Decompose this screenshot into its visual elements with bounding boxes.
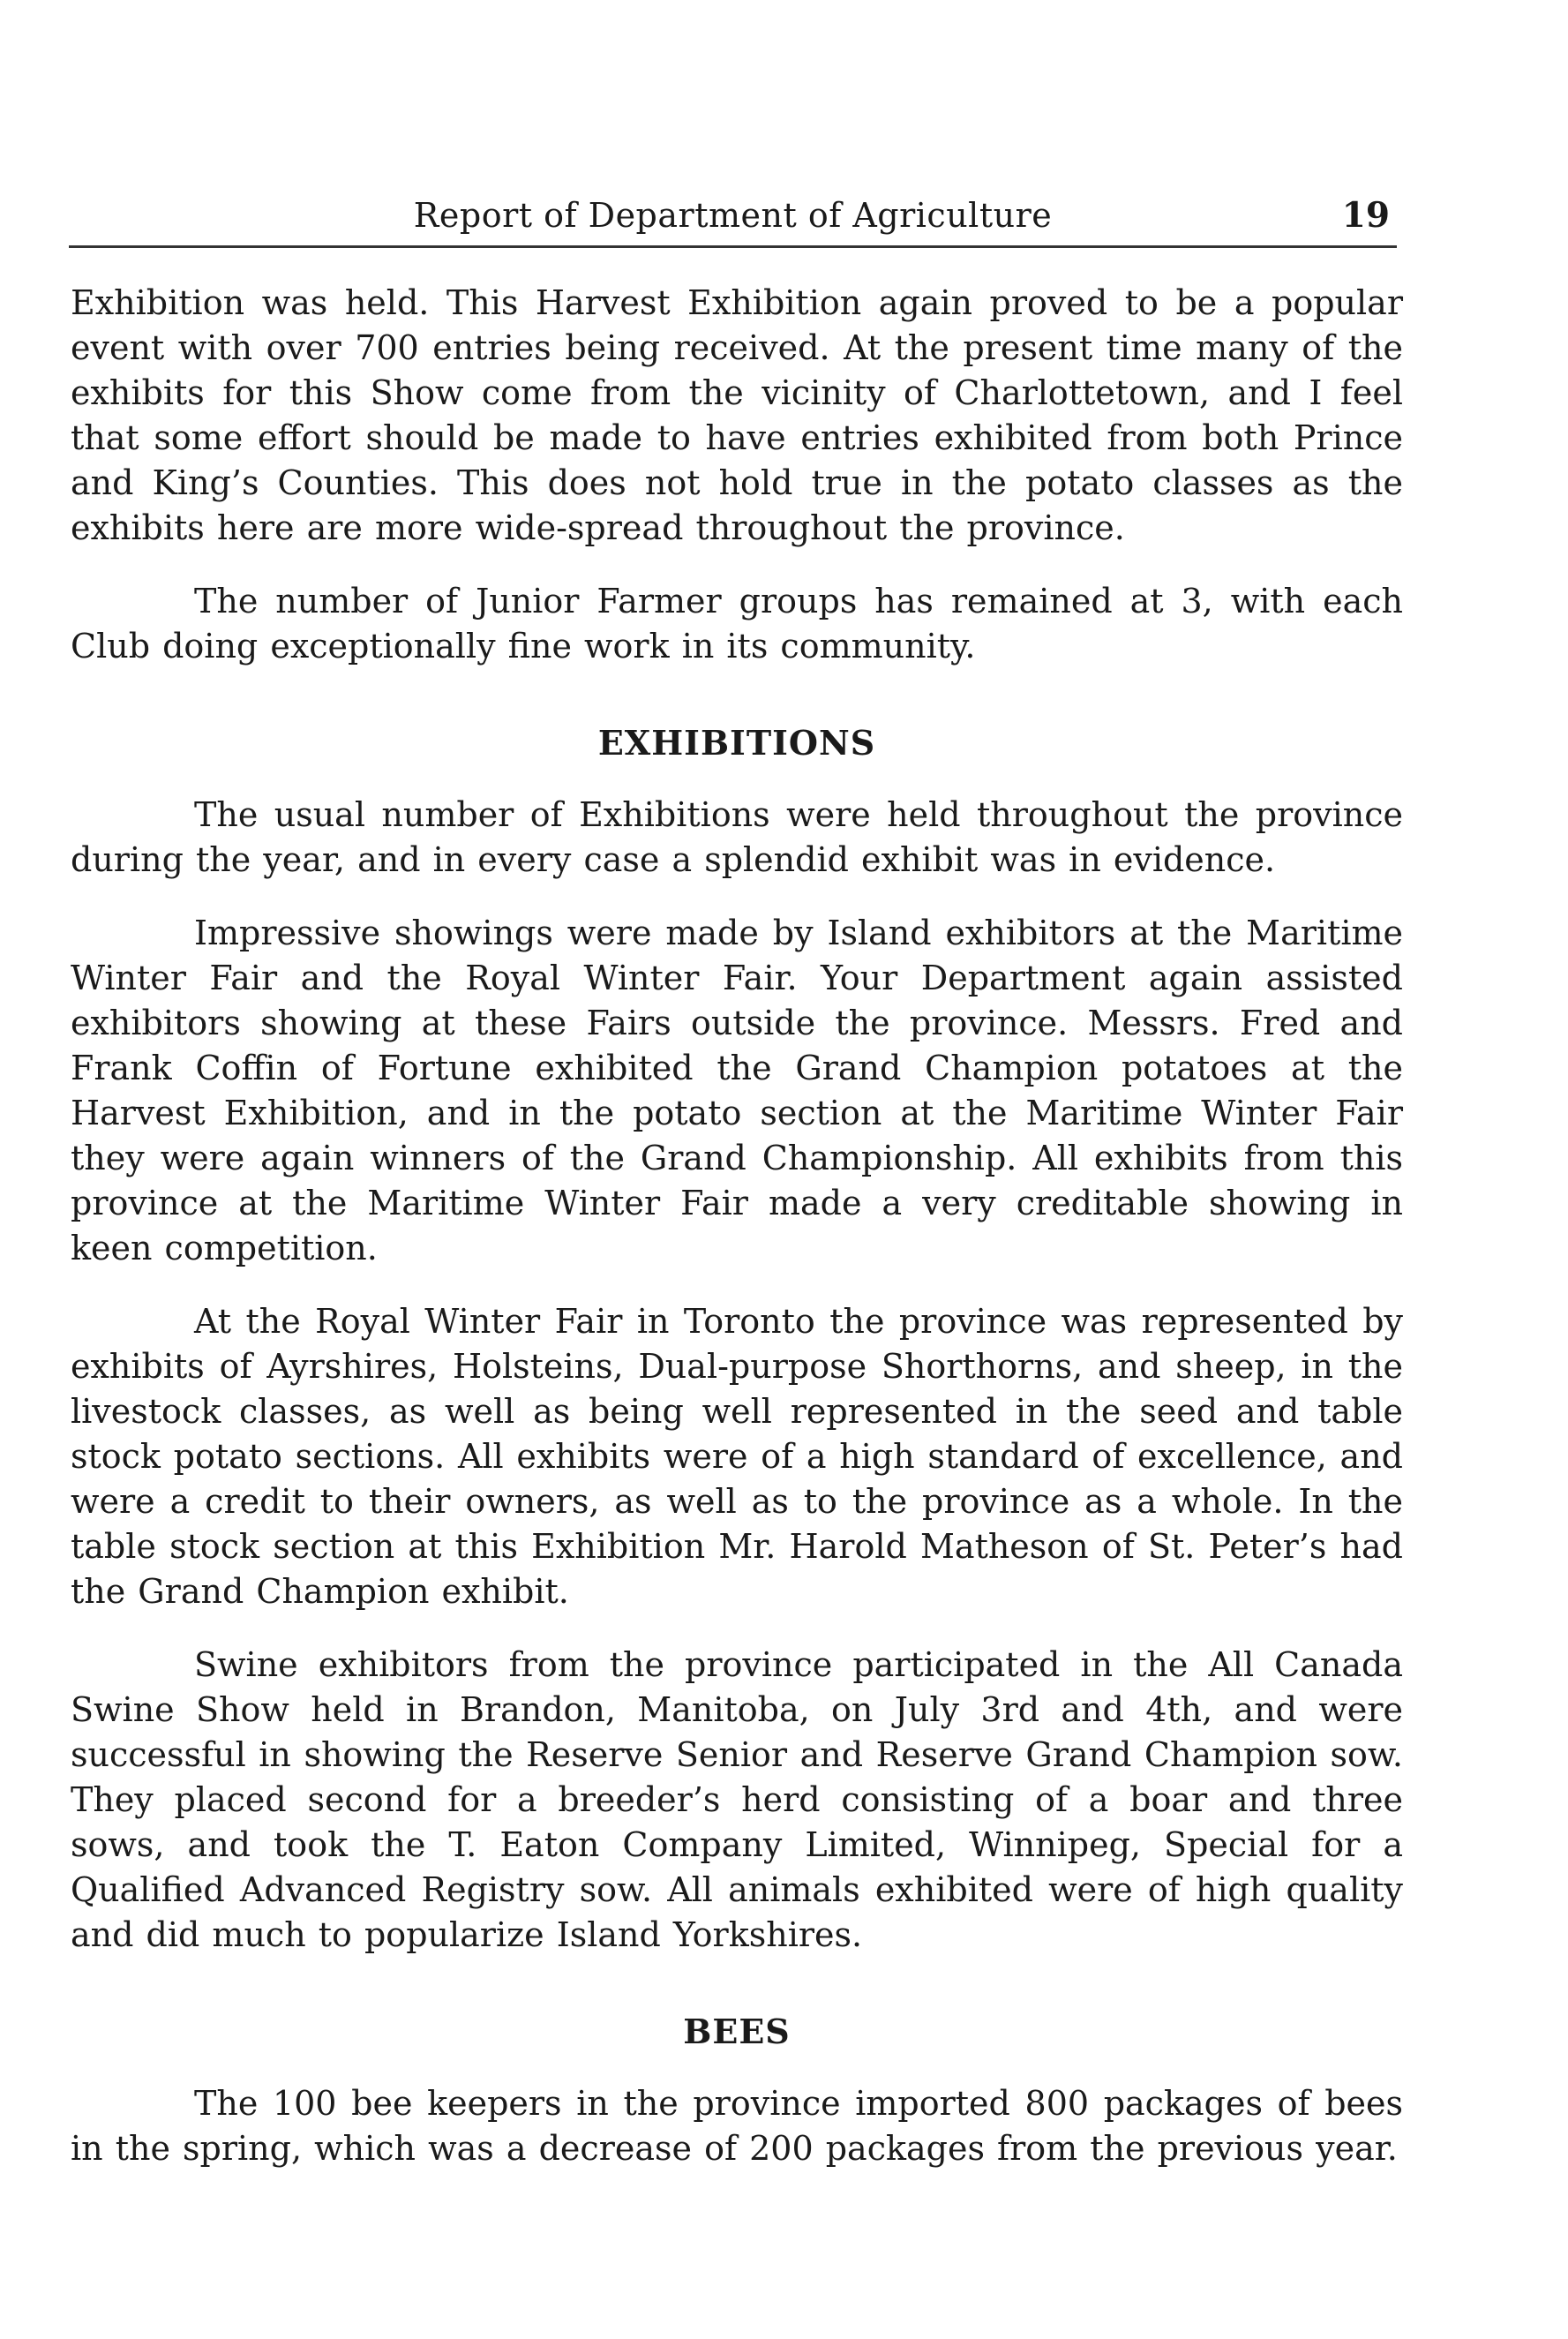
section-heading-bees: BEES: [683, 2012, 791, 2051]
section-heading-exhibitions: EXHIBITIONS: [597, 723, 876, 763]
paragraph-junior-farmers: The number of Junior Farmer groups has remained at 3, with each Club doing exceptionally fine work in its community.: [71, 582, 1403, 666]
paragraph-continuation: Exhibition was held. This Harvest Exhibition again proved to be a popular event with over 700 entries being received. At the present time many of the exhibits for this Show come from the vicinity of Charlottetown, and I feel that some effort should be made to have entries exhibited from both Prince and King’s Counties. This does not hold true in the potato classes as the exhibits here are more wide-spread throughout the province.: [71, 283, 1403, 547]
running-title: Report of Department of Agriculture: [413, 196, 1053, 235]
page-number: 19: [1341, 195, 1390, 236]
paragraph-exhibitions-1: The usual number of Exhibitions were held throughout the province during the year, and in every case a splendid exhibit was in evidence.: [71, 795, 1403, 879]
body-text: [71, 281, 1403, 2171]
paragraph-exhibitions-2: Impressive showings were made by Island exhibitors at the Maritime Winter Fair and the Royal Winter Fair. Your Department again assisted exhibitors showing at these Fairs outside the province. Messrs. Fred and Frank Coffin of Fortune exhibited the Grand Champion potatoes at the Harvest Exhibition, and in the potato section at the Maritime Winter Fair they were again winners of the Grand Championship. All exhibits from this province at the Maritime Winter Fair made a very creditable showing in keen competition.: [71, 914, 1403, 1267]
paragraph-bees-1: The 100 bee keepers in the province imported 800 packages of bees in the spring, which was a decrease of 200 packages from the previous year.: [71, 2084, 1403, 2168]
paragraph-exhibitions-4: Swine exhibitors from the province participated in the All Canada Swine Show held in Brandon, Manitoba, on July 3rd and 4th, and were successful in showing the Reserve Senior and Reserve Grand Champion sow. They placed second for a breeder’s herd consisting of a boar and three sows, and took the T. Eaton Company Limited, Winnipeg, Special for a Qualified Advanced Registry sow. All animals exhibited were of high quality and did much to popularize Island Yorkshires.: [71, 1645, 1403, 1954]
paragraph-exhibitions-3: At the Royal Winter Fair in Toronto the province was represented by exhibits of Ayrshires, Holsteins, Dual-purpose Shorthorns, and sheep, in the livestock classes, as well as being well represented in the seed and table stock potato sections. All exhibits were of a high standard of excellence, and were a credit to their owners, as well as to the province as a whole. In the table stock section at this Exhibition Mr. Harold Matheson of St. Peter’s had the Grand Champion exhibit.: [71, 1302, 1403, 1611]
running-header: [69, 192, 1397, 248]
